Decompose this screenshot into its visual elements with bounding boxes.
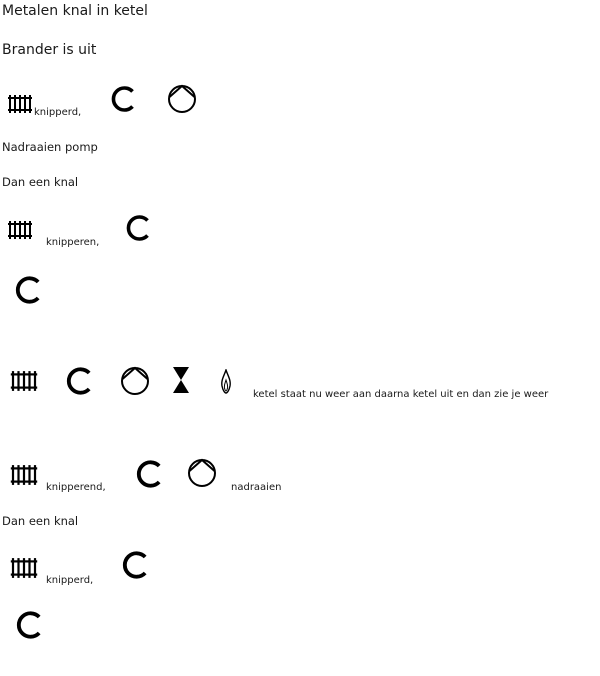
radiator-icon [8, 557, 40, 579]
nadraaien-pomp-line: Nadraaien pomp [2, 140, 98, 154]
c-icon [108, 84, 138, 114]
c-icon [133, 458, 165, 490]
pump-icon [166, 83, 198, 115]
row2-label: knipperen, [46, 237, 100, 248]
row4-label: ketel staat nu weer aan daarna ketel uit en dan zie je weer [253, 389, 549, 400]
knal-line-2: Dan een knal [2, 514, 79, 528]
row5-label: knipperend, [46, 482, 106, 493]
knal-line-1: Dan een knal [2, 175, 79, 189]
hourglass-icon [171, 365, 191, 395]
c-icon [13, 609, 45, 641]
row1-label: knipperd, [34, 107, 82, 118]
pump-icon [119, 365, 151, 397]
brander-status: Brander is uit [2, 42, 97, 58]
row6-label: knipperd, [46, 575, 94, 586]
c-icon [123, 213, 153, 243]
c-icon [12, 274, 44, 306]
page-heading: Metalen knal in ketel [2, 3, 148, 19]
c-icon [119, 549, 151, 581]
radiator-icon [8, 220, 32, 240]
radiator-icon [8, 464, 40, 486]
radiator-icon [8, 370, 40, 392]
flame-icon [219, 369, 233, 395]
pump-icon [186, 457, 218, 489]
row5-label-2: nadraaien [231, 482, 282, 493]
radiator-icon [8, 94, 32, 114]
c-icon [63, 365, 95, 397]
